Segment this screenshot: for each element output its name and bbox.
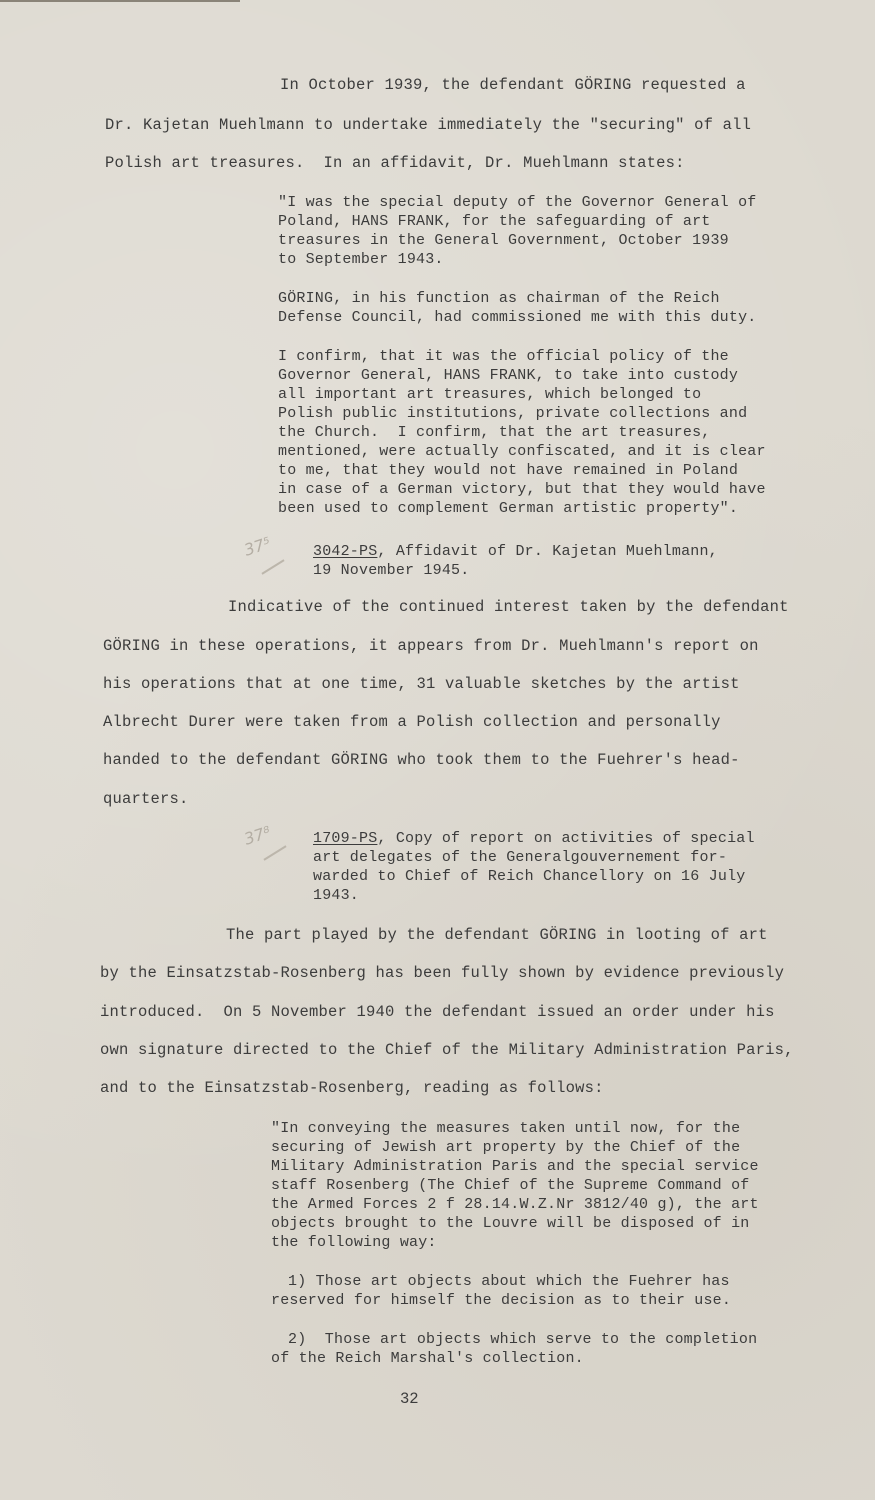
quote-1-line-7: I confirm, that it was the official policy of the — [278, 348, 729, 365]
paragraph-3-line-2: by the Einsatzstab-Rosenberg has been fully shown by evidence previously — [100, 964, 785, 982]
quote-1-line-13: to me, that they would not have remained in Poland — [278, 462, 739, 479]
paragraph-2-line-4: Albrecht Durer were taken from a Polish collection and personally — [103, 713, 721, 731]
paragraph-3-line-5: and to the Einsatzstab-Rosenberg, reading as follows: — [100, 1079, 604, 1097]
quote-2-line-2: securing of Jewish art property by the Chief of the — [271, 1139, 741, 1156]
paragraph-1-line-2: Dr. Kajetan Muehlmann to undertake immediately the "securing" of all — [105, 116, 752, 134]
citation-2-line-3: warded to Chief of Reich Chancellory on 16 July — [313, 868, 746, 885]
page-number: 32 — [400, 1390, 419, 1408]
quote-1-line-14: in case of a German victory, but that they would have — [278, 481, 766, 498]
quote-1-line-11: the Church. I confirm, that the art treasures, — [278, 424, 711, 441]
margin-tick-1 — [261, 559, 284, 574]
paragraph-2-line-3: his operations that at one time, 31 valuable sketches by the artist — [103, 675, 740, 693]
quote-1-line-5: GÖRING, in his function as chairman of the Reich — [278, 290, 720, 307]
quote-1-line-4: to September 1943. — [278, 251, 444, 268]
paragraph-1-line-3: Polish art treasures. In an affidavit, Dr. Muehlmann states: — [105, 154, 685, 172]
quote-1-line-1: "I was the special deputy of the Governor General of — [278, 194, 757, 211]
quote-2-item-2-line-2: of the Reich Marshal's collection. — [271, 1350, 584, 1367]
margin-mark-1: 37⁵ — [241, 533, 274, 560]
paragraph-2-line-5: handed to the defendant GÖRING who took them to the Fuehrer's head- — [103, 751, 740, 769]
citation-1-line-1 — [313, 542, 718, 561]
paragraph-3-line-1: The part played by the defendant GÖRING in looting of art — [226, 926, 768, 944]
quote-2-item-2-line-1: 2) Those art objects which serve to the completion — [288, 1331, 758, 1348]
paragraph-2-line-1: Indicative of the continued interest taken by the defendant — [228, 598, 789, 616]
paragraph-3-line-3: introduced. On 5 November 1940 the defendant issued an order under his — [100, 1003, 775, 1021]
citation-2-doc-number: 1709-PS — [313, 830, 378, 847]
quote-1-line-12: mentioned, were actually confiscated, and it is clear — [278, 443, 766, 460]
paragraph-3-line-4: own signature directed to the Chief of the Military Administration Paris, — [100, 1041, 794, 1059]
quote-2-item-1-line-1: 1) Those art objects about which the Fuehrer has — [288, 1273, 730, 1290]
citation-2-text: , Copy of report on activities of special — [377, 830, 755, 847]
citation-2-line-2: art delegates of the Generalgouvernement for- — [313, 849, 728, 866]
paragraph-1-line-1: In October 1939, the defendant GÖRING requested a — [280, 76, 746, 94]
quote-2-line-6: objects brought to the Louvre will be disposed of in — [271, 1215, 750, 1232]
quote-1-line-10: Polish public institutions, private collections and — [278, 405, 748, 422]
citation-2-line-1 — [313, 829, 755, 848]
margin-tick-2 — [263, 845, 286, 860]
citation-1-doc-number: 3042-PS — [313, 543, 378, 560]
citation-1-text: , Affidavit of Dr. Kajetan Muehlmann, — [377, 543, 718, 560]
quote-2-item-1-line-2: reserved for himself the decision as to their use. — [271, 1292, 732, 1309]
quote-2-line-1: "In conveying the measures taken until now, for the — [271, 1120, 741, 1137]
paragraph-2-line-2: GÖRING in these operations, it appears from Dr. Muehlmann's report on — [103, 637, 759, 655]
quote-2-line-3: Military Administration Paris and the special service — [271, 1158, 759, 1175]
quote-1-line-8: Governor General, HANS FRANK, to take into custody — [278, 367, 739, 384]
paragraph-2-line-6: quarters. — [103, 790, 189, 808]
quote-1-line-9: all important art treasures, which belonged to — [278, 386, 702, 403]
citation-1-line-2: 19 November 1945. — [313, 562, 470, 579]
quote-1-line-15: been used to complement German artistic property". — [278, 500, 739, 517]
quote-2-line-7: the following way: — [271, 1234, 437, 1251]
quote-1-line-6: Defense Council, had commissioned me with this duty. — [278, 309, 757, 326]
quote-2-line-4: staff Rosenberg (The Chief of the Supreme Command of — [271, 1177, 750, 1194]
quote-1-line-3: treasures in the General Government, October 1939 — [278, 232, 729, 249]
quote-1-line-2: Poland, HANS FRANK, for the safeguarding of art — [278, 213, 711, 230]
quote-2-line-5: the Armed Forces 2 f 28.14.W.Z.Nr 3812/40 g), the art — [271, 1196, 759, 1213]
margin-mark-2: 37⁸ — [241, 822, 274, 849]
top-edge-rule — [0, 0, 240, 2]
citation-2-line-4: 1943. — [313, 887, 360, 904]
